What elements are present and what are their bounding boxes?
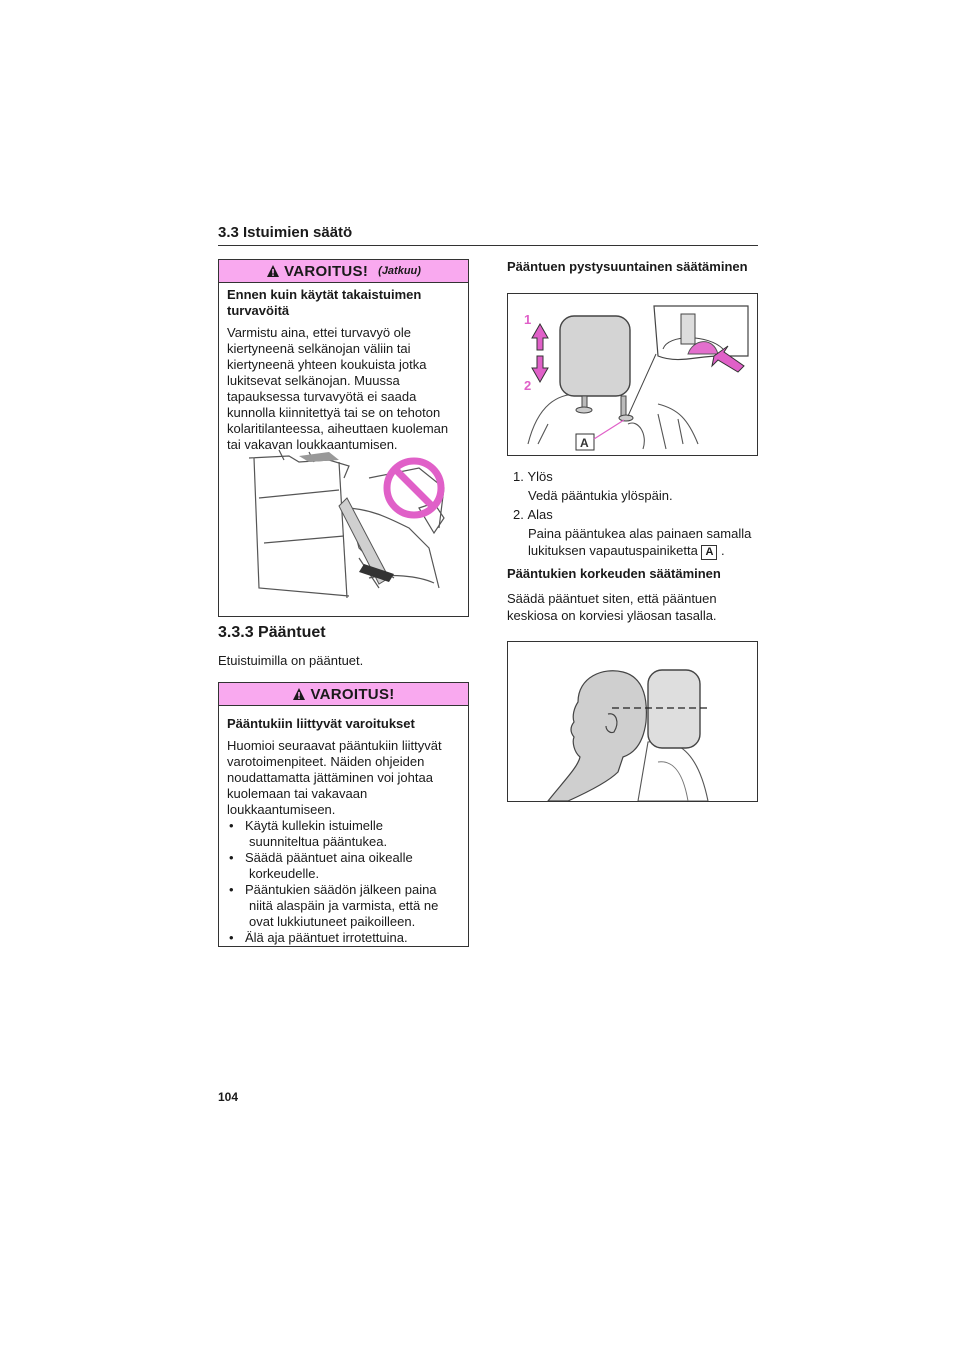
height-adjust-text-line2: keskiosa on korviesi yläosan tasalla. (507, 608, 717, 623)
warning-band (219, 260, 468, 283)
warning-bullet: • Pääntukien säädön jälkeen paina niitä alaspäin ja varmista, että ne ovat lukkiutuneet paikoilleen. (227, 882, 460, 930)
seatbelt-illustration (219, 448, 468, 608)
section-divider (218, 245, 758, 246)
warning-title: Ennen kuin käytät takaistuimen turvavöitä (227, 287, 422, 318)
warning-label: VAROITUS! (310, 685, 395, 703)
warning-text: Varmistu aina, ettei turvavyö ole kiertyneenä selkänojan väliin tai kiertyneenä yhteen koukuista jotka lukitsevat selkänojan. Muussa tapauksessa turvavyötä ei saada kunnolla kiinnitettyä tai se on tehoton kolaritilanteessa, aiheuttaen kuoleman tai vakavan loukkaantumisen. (227, 325, 449, 452)
step-2-text-line2: lukituksen vapautuspainiketta A . (528, 543, 725, 558)
callout-a-label: A (580, 436, 589, 450)
section-header: 3.3 Istuimien säätö (218, 224, 353, 241)
warning-box-headrest (218, 682, 469, 947)
warning-band (219, 683, 468, 706)
headrest-height-figure (507, 641, 758, 802)
step-1-text: Vedä pääntukia ylöspäin. (528, 488, 673, 503)
warning-bullet: • Älä aja pääntuet irrotettuina. (227, 930, 460, 946)
warning-label: VAROITUS! (284, 262, 369, 280)
headrest-adjust-illustration (508, 294, 757, 455)
warning-bullet: • Käytä kullekin istuimelle suunniteltua pääntukea. (227, 818, 460, 850)
callout-a-ref: A (701, 545, 717, 560)
warning-box-continued (218, 259, 469, 617)
page-number: 104 (218, 1090, 239, 1104)
step-2-label: 2 (524, 378, 532, 393)
headrest-adjust-figure (507, 293, 758, 456)
height-adjust-heading: Pääntukien korkeuden säätäminen (507, 566, 721, 581)
vertical-adjust-heading: Pääntuen pystysuuntainen säätäminen (507, 259, 748, 274)
warning-bullet-list (227, 818, 460, 946)
height-adjust-text: Säädä pääntuet siten, että pääntuen (507, 591, 717, 606)
step-2-text: Paina pääntukea alas painaen samalla (528, 526, 752, 541)
warning-bullet: • Säädä pääntuet aina oikealle korkeudelle. (227, 850, 460, 882)
warning-continued-label: (Jatkuu) (378, 265, 421, 277)
step-1-label: 1 (524, 312, 532, 327)
subsection-heading: 3.3.3 Pääntuet (218, 624, 326, 641)
step-1: 1. Ylös (513, 469, 553, 484)
warning-triangle-icon (292, 687, 306, 701)
subsection-intro: Etuistuimilla on pääntuet. (218, 653, 364, 668)
headrest-height-illustration (508, 642, 757, 801)
warning-title: Pääntukiin liittyvät varoitukset (227, 716, 415, 731)
warning-text: Huomioi seuraavat pääntukiin liittyvät varotoimenpiteet. Näiden ohjeiden noudattamatta jättäminen voi johtaa kuolemaan tai vakavaan loukkaantumiseen. (227, 738, 442, 817)
step-2: 2. Alas (513, 507, 553, 522)
warning-triangle-icon (266, 264, 280, 278)
